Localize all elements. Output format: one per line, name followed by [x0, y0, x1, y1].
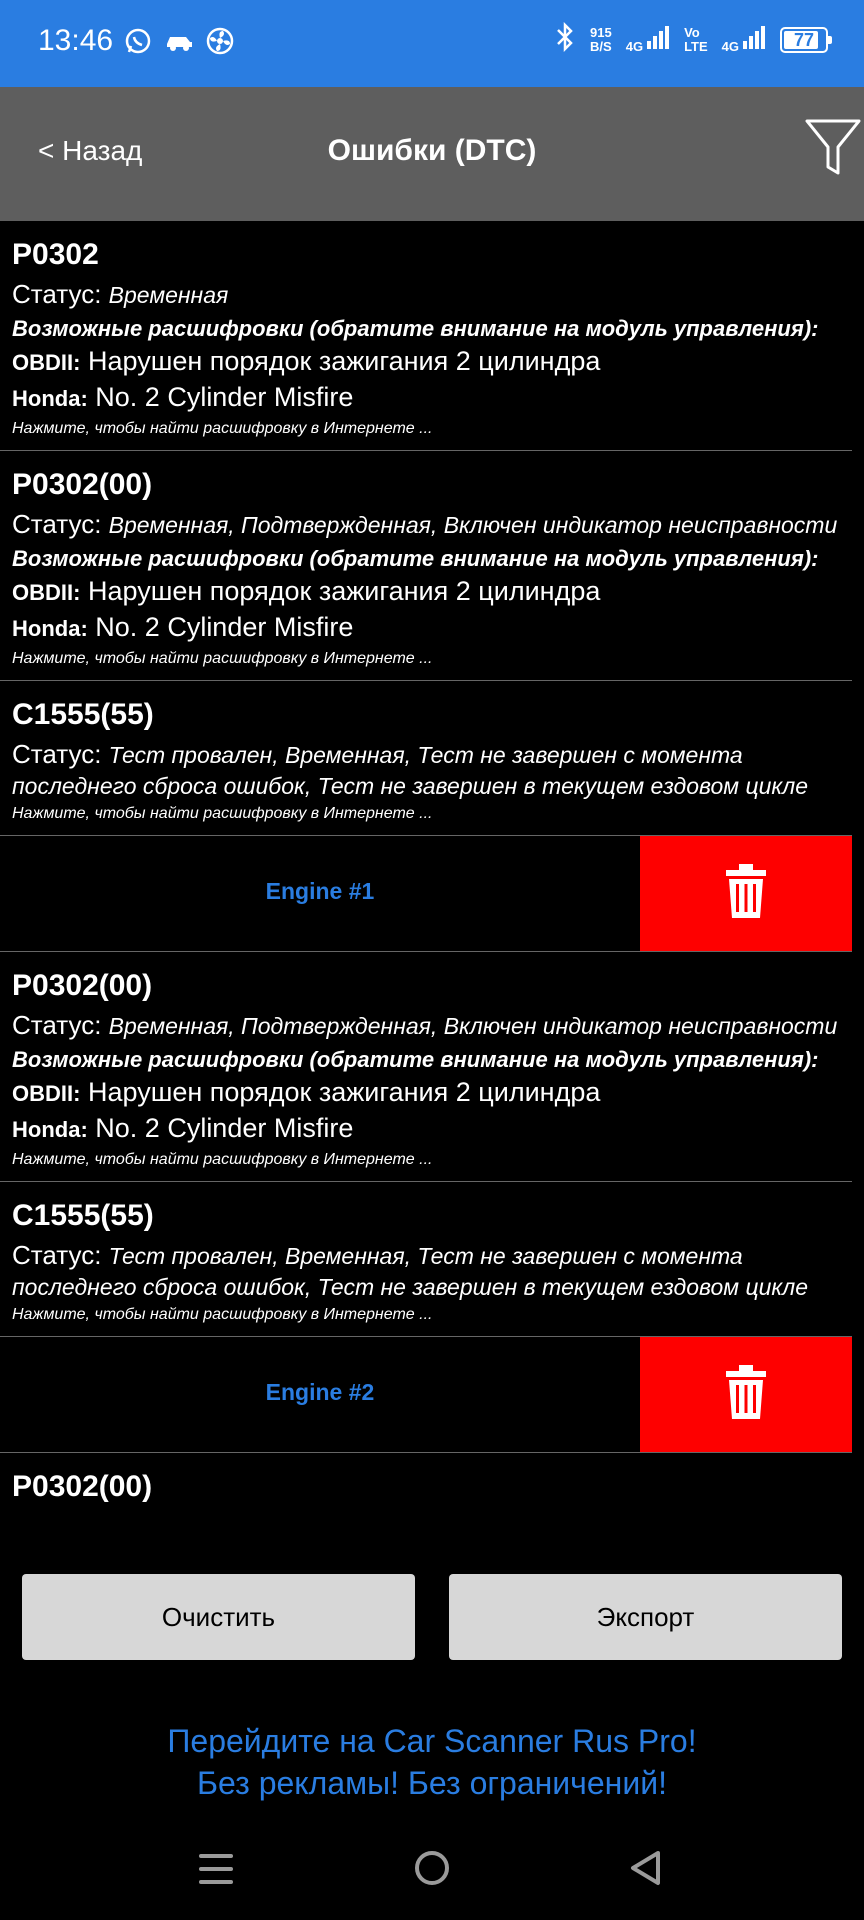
- honda-decode: Honda: No. 2 Cylinder Misfire: [12, 382, 354, 412]
- volte-indicator: Vo LTE: [684, 24, 708, 54]
- export-button[interactable]: Экспорт: [449, 1574, 842, 1660]
- dtc-code: P0302(00): [12, 1470, 153, 1503]
- fan-icon: [206, 27, 234, 60]
- signal-icon: [646, 25, 670, 54]
- promo-line-2[interactable]: Без рекламы! Без ограничений!: [197, 1765, 667, 1801]
- ecu-name[interactable]: Engine #2: [265, 1379, 375, 1405]
- network-speed: 915 B/S: [590, 24, 612, 54]
- network-type-2: 4G: [721, 39, 739, 54]
- filter-icon[interactable]: [804, 117, 862, 184]
- delete-button[interactable]: [640, 836, 852, 951]
- dtc-item[interactable]: [0, 221, 852, 451]
- dtc-status: Статус: Временная: [12, 279, 229, 309]
- dtc-code: C1555(55): [12, 1199, 154, 1232]
- trash-icon: [725, 1364, 767, 1425]
- status-bar: [0, 0, 864, 87]
- dtc-status: Статус: Временная, Подтвержденная, Включен индикатор неисправности: [12, 1010, 838, 1040]
- honda-decode: Honda: No. 2 Cylinder Misfire: [12, 1113, 354, 1143]
- car-icon: [164, 30, 194, 57]
- bluetooth-icon: [554, 22, 576, 57]
- dtc-code: P0302(00): [12, 969, 153, 1002]
- battery-icon: [780, 27, 828, 53]
- dtc-code: P0302: [12, 238, 99, 271]
- search-online-link[interactable]: Нажмите, чтобы найти расшифровку в Интернете ...: [12, 1151, 433, 1168]
- whatsapp-icon: [124, 27, 152, 60]
- dtc-item[interactable]: [0, 681, 852, 836]
- dtc-code: C1555(55): [12, 698, 154, 731]
- decode-hint: Возможные расшифровки (обратите внимание на модуль управления):: [12, 546, 819, 571]
- obd-decode: OBDII: Нарушен порядок зажигания 2 цилиндра: [12, 346, 601, 376]
- home-icon[interactable]: [414, 1850, 450, 1891]
- dtc-list[interactable]: [0, 221, 864, 1515]
- app-bar: [0, 87, 864, 221]
- dtc-item[interactable]: [0, 1453, 852, 1515]
- signal-icon: [742, 25, 766, 54]
- back-nav-icon[interactable]: [628, 1850, 662, 1891]
- page-title: Ошибки (DTC): [327, 134, 537, 167]
- dtc-item[interactable]: [0, 952, 852, 1182]
- network-type-1: 4G: [625, 39, 644, 54]
- search-online-link[interactable]: Нажмите, чтобы найти расшифровку в Интернете ...: [12, 420, 433, 437]
- search-online-link[interactable]: Нажмите, чтобы найти расшифровку в Интернете ...: [12, 1306, 433, 1323]
- trash-icon: [725, 863, 767, 924]
- decode-hint: Возможные расшифровки (обратите внимание на модуль управления):: [12, 1047, 819, 1072]
- promo-banner[interactable]: [0, 1720, 864, 1804]
- clear-button[interactable]: Очистить: [22, 1574, 415, 1660]
- dtc-code: P0302(00): [12, 468, 153, 501]
- promo-line-1[interactable]: Перейдите на Car Scanner Rus Pro!: [167, 1723, 697, 1759]
- search-online-link[interactable]: Нажмите, чтобы найти расшифровку в Интернете ...: [12, 650, 433, 667]
- decode-hint: Возможные расшифровки (обратите внимание на модуль управления):: [12, 316, 819, 341]
- dtc-item[interactable]: [0, 451, 852, 681]
- dtc-status: Статус: Тест провален, Временная, Тест не завершен с момента последнего сброса ошибок, Тест не завершен в текущем ездовом цикле: [12, 1240, 809, 1300]
- ecu-header[interactable]: [0, 1337, 852, 1453]
- obd-decode: OBDII: Нарушен порядок зажигания 2 цилиндра: [12, 1077, 601, 1107]
- honda-decode: Honda: No. 2 Cylinder Misfire: [12, 612, 354, 642]
- ecu-header[interactable]: [0, 836, 852, 952]
- ecu-name[interactable]: Engine #1: [265, 878, 375, 904]
- battery-level: 77: [793, 29, 815, 50]
- menu-icon[interactable]: [198, 1852, 234, 1891]
- search-online-link[interactable]: Нажмите, чтобы найти расшифровку в Интернете ...: [12, 805, 433, 822]
- dtc-status: Статус: Временная, Подтвержденная, Включен индикатор неисправности: [12, 509, 838, 539]
- dtc-status: Статус: Тест провален, Временная, Тест не завершен с момента последнего сброса ошибок, Тест не завершен в текущем ездовом цикле: [12, 739, 809, 799]
- status-time: 13:46: [38, 24, 114, 57]
- delete-button[interactable]: [640, 1337, 852, 1452]
- back-button[interactable]: < Назад: [38, 135, 143, 166]
- obd-decode: OBDII: Нарушен порядок зажигания 2 цилиндра: [12, 576, 601, 606]
- system-nav-bar: [0, 1818, 864, 1920]
- dtc-item[interactable]: [0, 1182, 852, 1337]
